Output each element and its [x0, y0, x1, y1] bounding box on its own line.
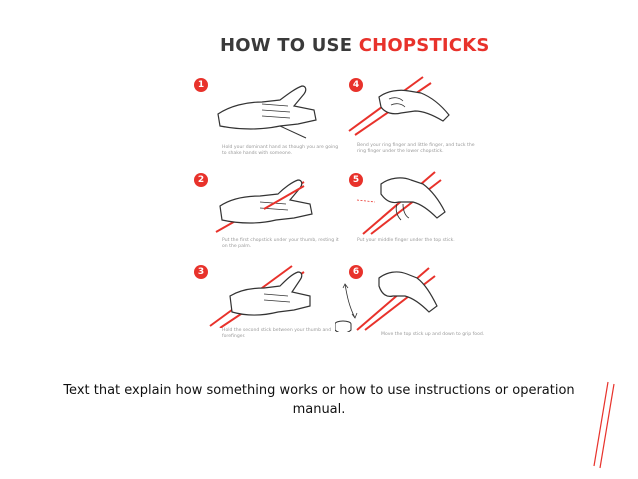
hand-tuck-fingers-illustration: [345, 75, 455, 137]
step-3-caption: Hold the second stick between your thumb and forefinger.: [222, 328, 332, 339]
decorative-red-lines: [588, 380, 618, 470]
hand-grip-food-illustration: [335, 262, 445, 332]
title-part-1: HOW TO USE: [220, 35, 353, 56]
step-2-caption: Put the first chopstick under your thumb, resting it on the palm.: [222, 238, 339, 249]
step-6: [345, 262, 485, 357]
step-2-badge: 2: [194, 173, 208, 187]
step-3: [190, 262, 332, 357]
step-5-caption: Put your middle finger under the top stick.: [357, 238, 455, 243]
title-part-2: CHOPSTICKS: [358, 35, 490, 56]
step-6-badge: 6: [349, 265, 363, 279]
step-4-badge: 4: [349, 78, 363, 92]
description-text: Text that explain how something works or how to use instructions or operation manual.: [63, 383, 575, 417]
step-1: [190, 75, 339, 170]
step-3-badge: 3: [194, 265, 208, 279]
step-2: [190, 170, 339, 265]
step-1-caption: Hold your dominant hand as though you are going to shake hands with someone.: [222, 145, 339, 156]
hand-middle-finger-illustration: [345, 170, 455, 236]
hand-two-sticks-illustration: [200, 262, 320, 328]
step-6-caption: Move the top stick up and down to grip food.: [381, 332, 485, 337]
step-5: [345, 170, 475, 265]
hand-one-stick-illustration: [204, 172, 324, 234]
step-4: [345, 75, 475, 170]
step-5-badge: 5: [349, 173, 363, 187]
infographic-title: [220, 35, 490, 56]
step-4-caption: Bend your ring finger and little finger, and tuck the ring finger under the lower chopstick.: [357, 143, 475, 154]
step-1-badge: 1: [194, 78, 208, 92]
hand-open-illustration: [210, 80, 330, 140]
